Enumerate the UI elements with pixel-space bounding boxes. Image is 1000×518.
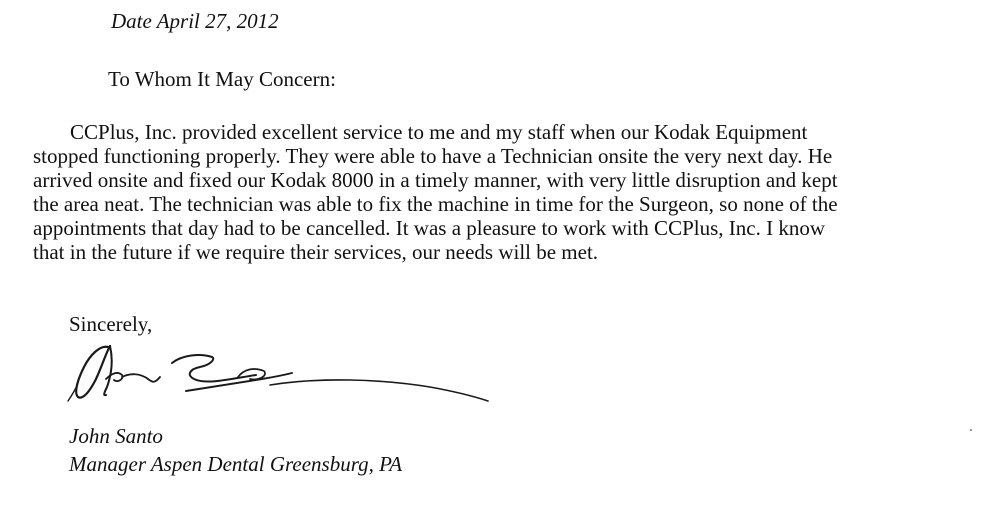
- handwritten-signature: [60, 333, 500, 413]
- body-line: the area neat. The technician was able to fix the machine in time for the Surgeon, so none of the: [33, 192, 838, 216]
- letter-salutation: To Whom It May Concern:: [108, 67, 336, 91]
- letter-closing: Sincerely,: [69, 312, 153, 336]
- signer-title: Manager Aspen Dental Greensburg, PA: [69, 452, 403, 476]
- letter-body: [33, 120, 963, 264]
- body-line: stopped functioning properly. They were able to have a Technician onsite the very next day. He: [33, 144, 833, 168]
- body-line: arrived onsite and fixed our Kodak 8000 in a timely manner, with very little disruption and kept: [33, 168, 838, 192]
- letter-date: Date April 27, 2012: [111, 9, 279, 33]
- signer-name: John Santo: [69, 424, 163, 448]
- body-line: appointments that day had to be cancelled. It was a pleasure to work with CCPlus, Inc. I know: [33, 216, 825, 240]
- body-line: CCPlus, Inc. provided excellent service to me and my staff when our Kodak Equipment: [70, 120, 808, 144]
- scan-speck: [970, 429, 972, 431]
- body-line: that in the future if we require their services, our needs will be met.: [33, 240, 599, 264]
